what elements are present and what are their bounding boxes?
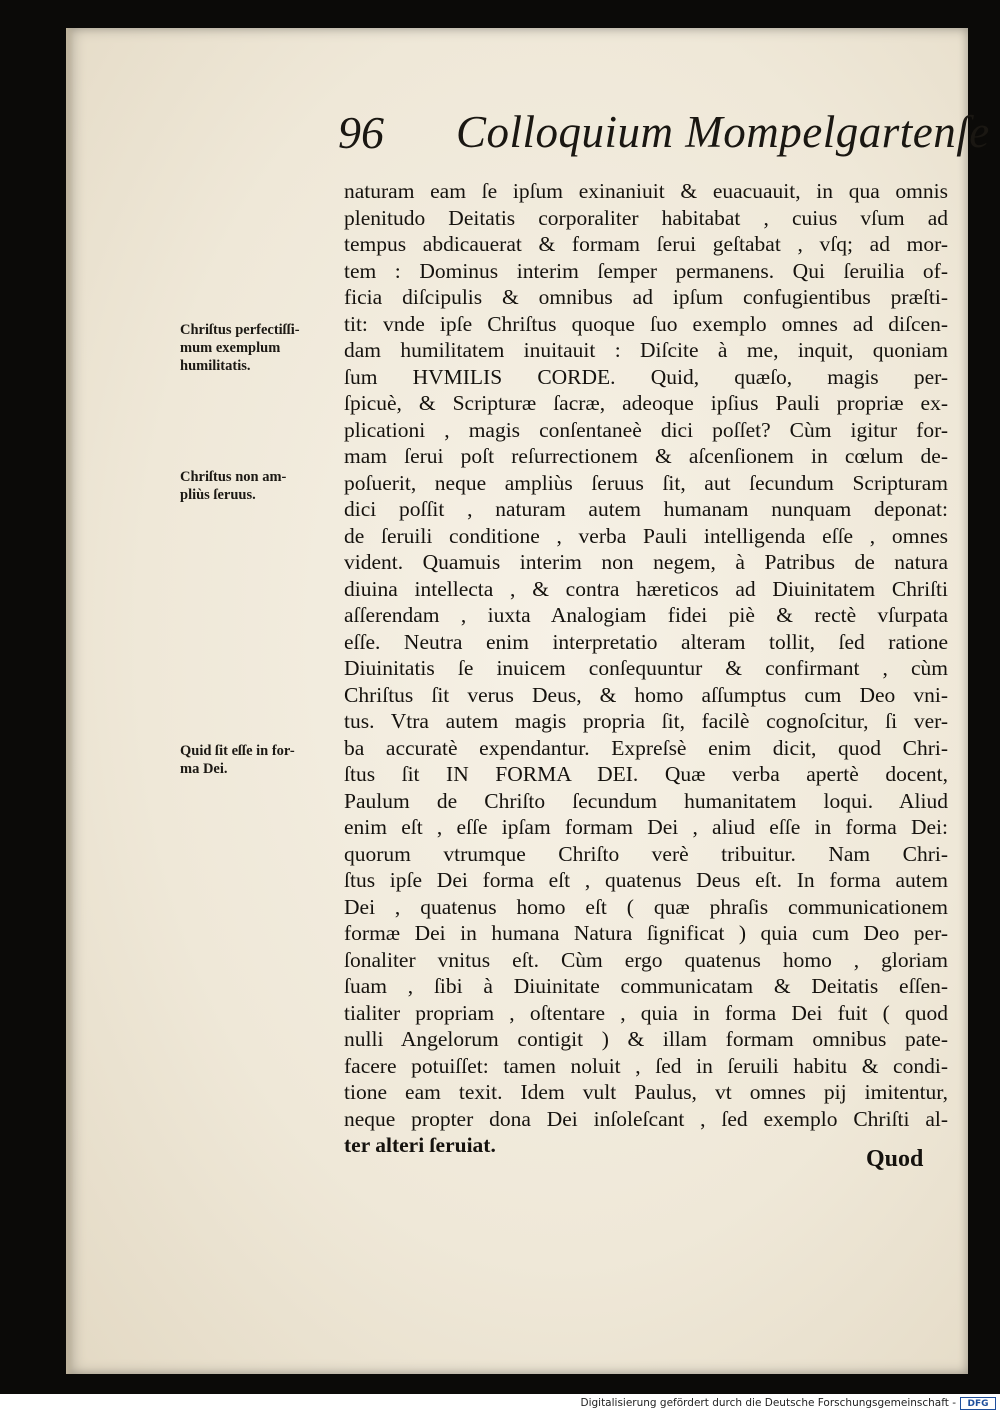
- text-line: ſum HVMILIS CORDE. Quid, quæſo, magis per-: [344, 364, 948, 389]
- text-line: tus. Vtra autem magis propria ſit, facilè cognoſcitur, ſi ver-: [344, 709, 948, 733]
- text-line: ficia diſcipulis & omnibus ad ipſum confugientibus præſti-: [344, 285, 948, 309]
- text-line: plenitudo Deitatis corporaliter habitabat , cuius vſum ad: [344, 205, 948, 230]
- text-line: Paulum de Chriſto ſecundum humanitatem loqui. Aliud: [344, 788, 948, 813]
- text-line: vident. Quamuis interim non negem, à Patribus de natura: [344, 550, 948, 574]
- marginal-note: [180, 468, 330, 504]
- text-line: ſuam , ſibi à Diuinitate communicatam & Deitatis eſſen-: [344, 974, 948, 998]
- text-line: Diuinitatis ſe inuicem conſequuntur & confirmant , cùm: [344, 656, 948, 680]
- marginal-note: [180, 742, 330, 778]
- text-line: enim eſt , eſſe ipſam formam Dei , aliud eſſe in forma Dei:: [344, 815, 948, 839]
- text-line: ſtus ipſe Dei forma eſt , quatenus Deus eſt. In forma autem: [344, 868, 948, 892]
- text-line: ſonaliter vnitus eſt. Cùm ergo quatenus homo , gloriam: [344, 947, 948, 972]
- text-line: ter alteri ſeruiat.: [344, 1133, 496, 1157]
- text-line: mam ſerui poſt reſurrectionem & aſcenſionem in cœlum de-: [344, 444, 948, 468]
- dfg-logo: DFG: [960, 1397, 996, 1410]
- page-gutter-shadow: [66, 28, 74, 1374]
- running-title: Colloquium Mompelgartenſe: [456, 107, 990, 157]
- text-line: de ſeruili conditione , verba Pauli intelligenda eſſe , omnes: [344, 523, 948, 548]
- text-line: ſtus ſit IN FORMA DEI. Quæ verba apertè docent,: [344, 762, 948, 786]
- text-line: naturam eam ſe ipſum exinaniuit & euacuauit, in qua omnis: [344, 179, 948, 203]
- text-line: ſpicuè, & Scripturæ ſacræ, adeoque ipſius Pauli propriæ ex-: [344, 391, 948, 415]
- text-line: Chriſtus ſit verus Deus, & homo aſſumptus cum Deo vni-: [344, 682, 948, 707]
- text-line: nulli Angelorum contigit ) & illam formam omnibus pate-: [344, 1027, 948, 1051]
- marginal-note: [180, 321, 330, 375]
- catchword: Quod: [866, 1146, 924, 1172]
- text-line: quorum vtrumque Chriſto verè tribuitur. Nam Chri-: [344, 841, 948, 866]
- text-line: ba accuratè expendantur. Expreſsè enim dicit, quod Chri-: [344, 735, 948, 760]
- text-line: eſſe. Neutra enim interpretatio alteram tollit, ſed ratione: [344, 629, 948, 654]
- marginal-note-line: ma Dei.: [180, 761, 228, 777]
- text-line: plicationi , magis conſentaneè dici poſſet? Cùm igitur for-: [344, 417, 948, 442]
- text-line: dici poſſit , naturam autem humanam nunquam deponat:: [344, 497, 948, 521]
- text-line: tem : Dominus interim ſemper permanens. Qui ſeruilia of-: [344, 258, 948, 283]
- text-line: diuina intellecta , & contra hæreticos ad Diuinitatem Chriſti: [344, 576, 948, 601]
- marginal-note-line: humilitatis.: [180, 358, 251, 374]
- marginal-note-line: pliùs ſeruus.: [180, 487, 256, 503]
- text-line: facere potuiſſet: tamen noluit , ſed in ſeruili habitu & condi-: [344, 1053, 948, 1078]
- text-line: tione eam texit. Idem vult Paulus, vt omnes pij imitentur,: [344, 1080, 948, 1104]
- marginal-note-line: Quid ſit eſſe in for-: [180, 743, 295, 759]
- text-line: tit: vnde ipſe Chriſtus quoque ſuo exemplo omnes ad diſcen-: [344, 311, 948, 336]
- text-line: neque propter dona Dei inſoleſcant , ſed exemplo Chriſti al-: [344, 1106, 948, 1131]
- text-line: aſſerendam , iuxta Analogiam fidei piè & rectè vſurpata: [344, 603, 948, 627]
- marginal-note-line: mum exemplum: [180, 340, 281, 356]
- text-line: Dei , quatenus homo eſt ( quæ phraſis communicationem: [344, 894, 948, 919]
- footer-bar: [0, 1394, 1000, 1415]
- text-line: tialiter propriam , oſtentare , quia in forma Dei fuit ( quod: [344, 1000, 948, 1025]
- text-line: formæ Dei in humana Natura ſignificat ) quia cum Deo per-: [344, 921, 948, 945]
- text-line: dam humilitatem inuitauit : Diſcite à me, inquit, quoniam: [344, 338, 948, 362]
- body-text: [344, 178, 948, 1159]
- book-page: [66, 28, 990, 1374]
- marginal-note-line: Chriſtus non am-: [180, 469, 287, 485]
- marginal-note-line: Chriſtus perfectiſſi-: [180, 322, 300, 338]
- page-header: [338, 106, 990, 176]
- text-line: tempus abdicauerat & formam ſerui geſtabat , vſq; ad mor-: [344, 232, 948, 256]
- page-number: 96: [338, 107, 384, 158]
- funding-credit: Digitalisierung gefördert durch die Deutsche Forschungsgemeinschaft -: [580, 1397, 956, 1409]
- text-line: poſuerit, neque ampliùs ſeruus ſit, aut ſecundum Scripturam: [344, 470, 948, 495]
